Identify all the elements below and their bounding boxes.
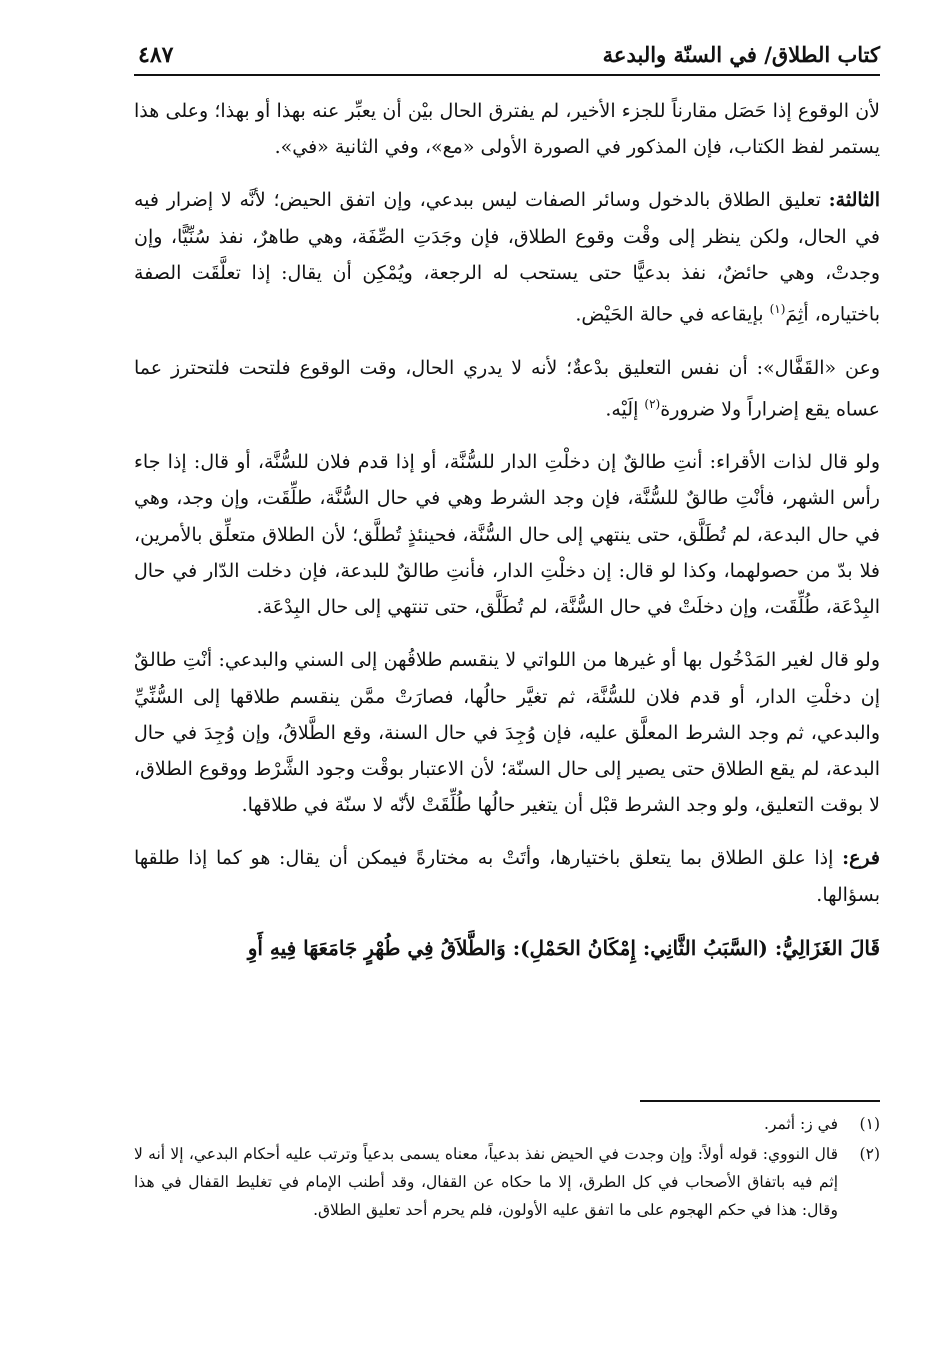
page-number: ٤٨٧: [138, 42, 174, 68]
paragraph-2-text-a: تعليق الطلاق بالدخول وسائر الصفات ليس ببدعي، وإن اتفق الحيض؛ لأنَّه لا إضرار فيه في الحال، ولكن ينظر إلى وقْت وقوع الطلاق، فإن وجَدَتِ الصِّفَة، وهي طاهرٌ، نفذ سُنِّيًّا، وإن وجدتْ، وهي حائضٌ، نفذ بدعيًّا حتى يستحب له الرجعة، ويُمْكِن أن يقال: إذا تعلَّقَت الصفة باختياره، أثِمَ: [134, 189, 880, 326]
footnotes: [134, 1110, 880, 1226]
footnote-1: [134, 1110, 880, 1138]
paragraph-1: [134, 93, 880, 165]
paragraph-2-text-b: بإيقاعه في حالة الحَيْض.: [575, 303, 770, 326]
paragraph-1-text: لأن الوقوع إذا حَصَل مقارناً للجزء الأخير، لم يفترق الحال بيْن أن يعبِّر عنه بهذا أو بهذا؛ وعلى هذا يستمر لفظ الكتاب، فإن المذكور في الصورة الأولى «مع»، وفي الثانية «في».: [134, 100, 880, 159]
paragraph-5-text: ولو قال لغير المَدْخُول بها أو غيرها من اللواتي لا ينقسم طلاقُهن إلى السني والبدعي: أنْتِ طالقٌ إن دخلْتِ الدار، أو قدم فلان للسُّنَّة، ثم تغيَّر حالُها، فصارَتْ ممَّن ينقسم طلاقها إلى السُّنِّيِّ والبدعي، ثم وجد الشرط المعلَّق عليه، فإن وُجِدَ في حال السنة، وقع الطَّلاقُ، وإن وُجِدَ في حال البدعة، لم يقع الطلاق حتى يصير إلى حال السنّة؛ لأن الاعتبار بوقْت وجود الشَّرْط ووقوع الطلاق، لا بوقت التعليق، ولو وجد الشرط قبْل أن يتغير حالُها طُلِّقَتْ لأنّه لا سنّة في طلاقها.: [134, 649, 880, 817]
paragraph-3-text-b: إلَيْه.: [605, 398, 645, 421]
running-header: [134, 38, 880, 76]
footnote-1-text: في ز: أثمر.: [764, 1115, 838, 1133]
footnote-2-number: (٢): [859, 1145, 880, 1163]
paragraph-3-text-a: وعن «القَفَّال»: أن نفس التعليق بدْعةٌ؛ لأنه لا يدري الحال، وقت الوقوع فلتحت فلتحترز عما عساه يقع إضراراً ولا ضرورة: [134, 356, 880, 421]
paragraph-7-matn: [134, 930, 880, 966]
footnote-ref-1[interactable]: (١): [769, 302, 786, 317]
paragraph-6-text: إذا علق الطلاق بما يتعلق باختيارها، وأتَتْ به مختارةً فيمكن أن يقال: هو كما إذا طلقها بسؤالها.: [134, 847, 880, 906]
footnote-divider: [640, 1100, 880, 1102]
footnote-ref-2[interactable]: (٢): [644, 396, 661, 411]
paragraph-6-heading: فرع:: [842, 847, 880, 870]
paragraph-4: [134, 444, 880, 625]
paragraph-5: [134, 642, 880, 823]
footnote-2: [134, 1140, 880, 1224]
paragraph-3: [134, 350, 880, 428]
header-title: كتاب الطلاق/ في السنّة والبدعة: [602, 42, 880, 67]
paragraph-7-text: (السَّبَبُ الثَّانِي: إِمْكَانُ الحَمْلِ): وَالطَّلاَقُ فِي طُهْرٍ جَامَعَهَا فِيهِ أَوِ: [247, 935, 775, 960]
footnote-1-number: (١): [859, 1115, 880, 1133]
paragraph-2: [134, 182, 880, 332]
paragraph-7-heading: قَالَ الغَزَالِيُّ:: [774, 935, 880, 960]
paragraph-4-text: ولو قال لذات الأقراء: أنتِ طالقٌ إن دخلْتِ الدار للسُّنَّة، أو إذا قدم فلان للسُّنَّة، أو قال: إذا جاء رأس الشهر، فأنْتِ طالقٌ للسُّنَّة، فإن وجد الشرط وهي في حال السُّنَّة، طلِّقَت، وإن وجد، وهي في حال البدعة، لم تُطَلَّق، حتى ينتهي إلى حال السُّنَّة، فحينئذٍ تُطلَّق؛ لأن الطلاق متعلِّق بالأمرين، فلا بدّ من حصولهما، وكذا لو قال: إن دخلْتِ الدار، فأنتِ طالقٌ للبدعة، فإن دخلت الدّار في حال البِدْعَة، طُلِّقَت، وإن دخلَتْ في حال السُّنَّة، لم تُطَلَّق، حتى تنتهي إلى حال البِدْعَة.: [134, 451, 880, 619]
paragraph-6: [134, 840, 880, 912]
footnote-2-text: قال النووي: قوله أولاً: وإن وجدت في الحيض نفذ بدعياً، معناه يسمى بدعياً وترتب عليه أحكام البدعي، إلا أنه لا إثم فيه باتفاق الأصحاب في كل الطرق، إلا ما حكاه عن القفال، وقد أطنب الإمام في تغليط القفال في هذا وقال: هذا في حكم الهجوم على ما اتفق عليه الأولون، فلم يحرم أحد تعليق الطلاق.: [134, 1145, 838, 1219]
paragraph-2-heading: الثالثة:: [828, 189, 880, 212]
main-text: [134, 93, 880, 983]
